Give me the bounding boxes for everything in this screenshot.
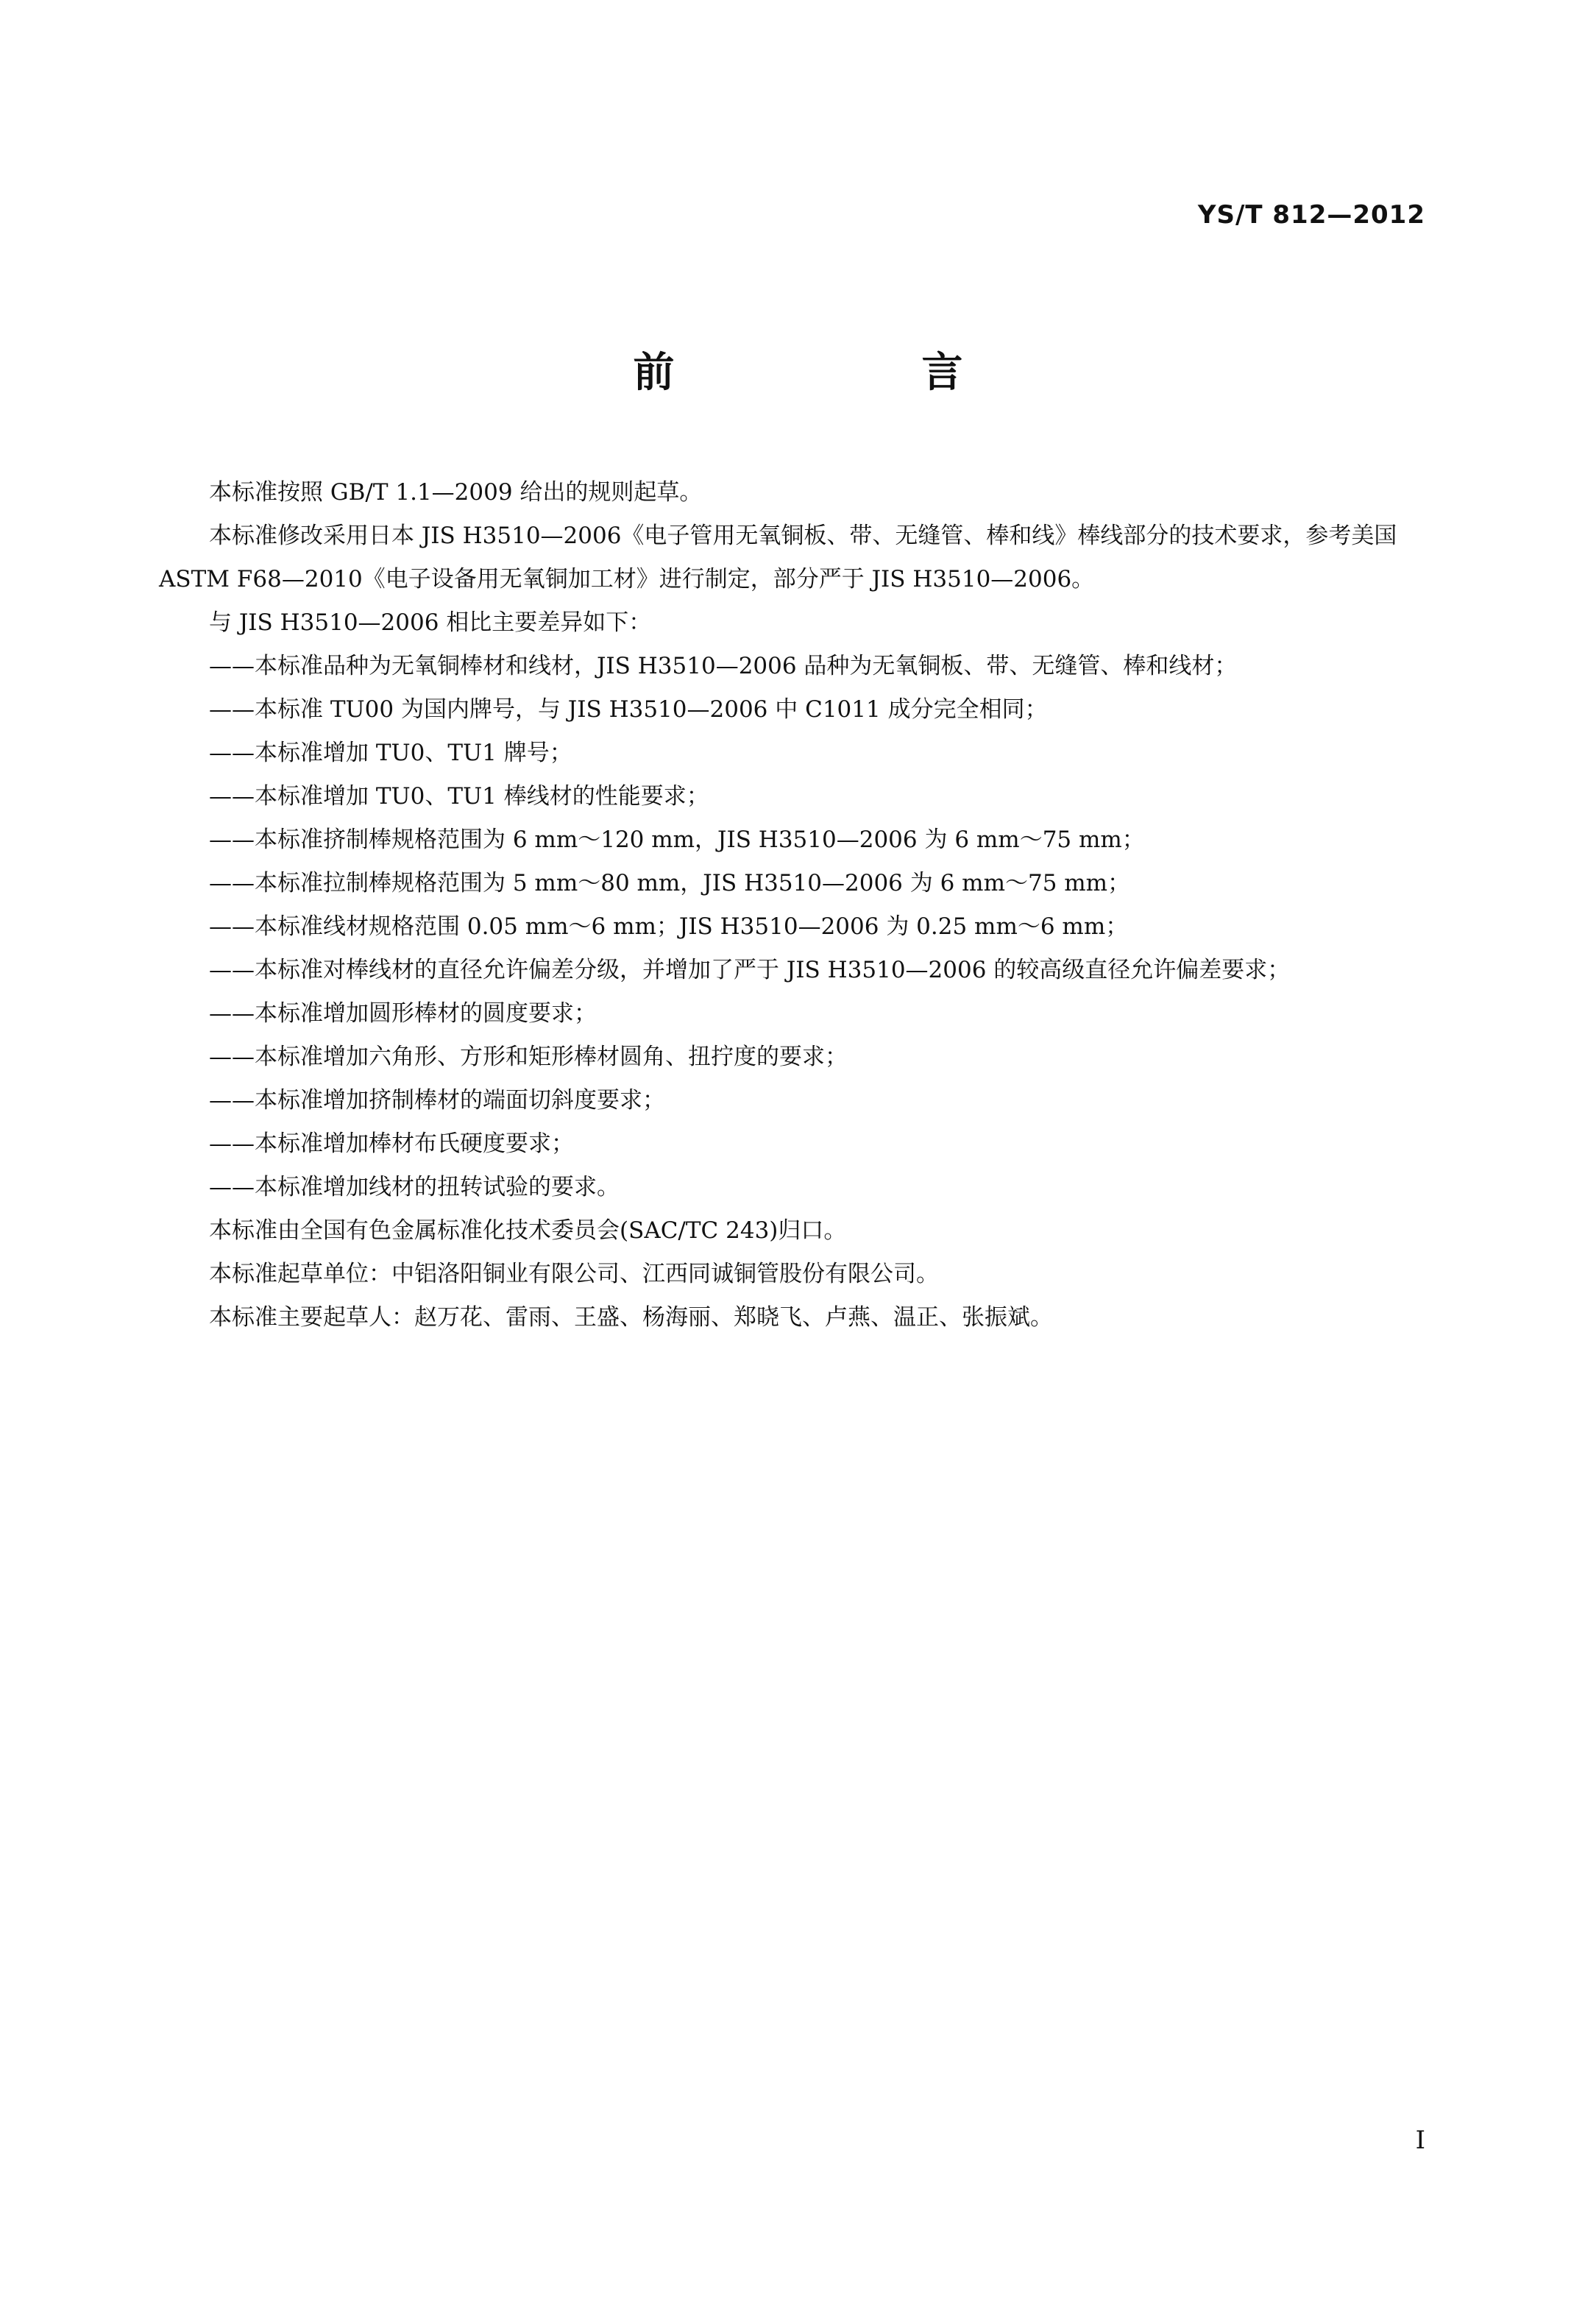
difference-item: ——本标准增加棒材布氏硬度要求； <box>209 1130 574 1157</box>
page-title: 前 言 <box>633 349 1066 397</box>
difference-item: ——本标准增加 TU0、TU1 棒线材的性能要求； <box>209 783 709 810</box>
standard-number: YS/T 812—2012 <box>1197 200 1425 230</box>
difference-item: ——本标准增加线材的扭转试验的要求。 <box>209 1174 620 1200</box>
paragraph-centralized-by: 本标准由全国有色金属标准化技术委员会(SAC/TC 243)归口。 <box>209 1217 847 1244</box>
paragraph-differences-intro: 与 JIS H3510—2006 相比主要差异如下： <box>209 609 652 636</box>
paragraph-drafting-units: 本标准起草单位：中铝洛阳铜业有限公司、江西同诚铜管股份有限公司。 <box>209 1261 939 1287</box>
paragraph-drafters: 本标准主要起草人：赵万花、雷雨、王盛、杨海丽、郑晓飞、卢燕、温正、张振斌。 <box>209 1304 1053 1331</box>
difference-item: ——本标准 TU00 为国内牌号，与 JIS H3510—2006 中 C1011 成分完全相同； <box>209 696 1048 723</box>
difference-item: ——本标准线材规格范围 0.05 mm～6 mm；JIS H3510—2006 为 0.25 mm～6 mm； <box>209 913 1129 940</box>
difference-item: ——本标准增加圆形棒材的圆度要求； <box>209 1000 597 1027</box>
difference-item: ——本标准增加挤制棒材的端面切斜度要求； <box>209 1087 665 1114</box>
paragraph-adoption: 本标准修改采用日本 JIS H3510—2006《电子管用无氧铜板、带、无缝管、棒和线》棒线部分的技术要求，参考美国 ASTM F68—2010《电子设备用无氧铜加工材》进行制定，部分严于 JIS H3510—2006。 <box>159 523 1397 592</box>
page-number: I <box>1415 2126 1425 2155</box>
difference-item: ——本标准增加六角形、方形和矩形棒材圆角、扭拧度的要求； <box>209 1044 848 1070</box>
difference-item: ——本标准挤制棒规格范围为 6 mm～120 mm，JIS H3510—2006 为 6 mm～75 mm； <box>209 827 1145 853</box>
foreword-body <box>159 471 1425 1340</box>
difference-item: ——本标准增加 TU0、TU1 牌号； <box>209 740 572 766</box>
difference-item: ——本标准拉制棒规格范围为 5 mm～80 mm，JIS H3510—2006 为 6 mm～75 mm； <box>209 870 1131 896</box>
differences-list <box>159 645 1425 1209</box>
difference-item: ——本标准品种为无氧铜棒材和线材，JIS H3510—2006 品种为无氧铜板、带、无缝管、棒和线材； <box>209 653 1238 679</box>
difference-item: ——本标准对棒线材的直径允许偏差分级，并增加了严于 JIS H3510—2006 的较高级直径允许偏差要求； <box>209 957 1291 983</box>
paragraph-drafting-rules: 本标准按照 GB/T 1.1—2009 给出的规则起草。 <box>209 479 703 506</box>
